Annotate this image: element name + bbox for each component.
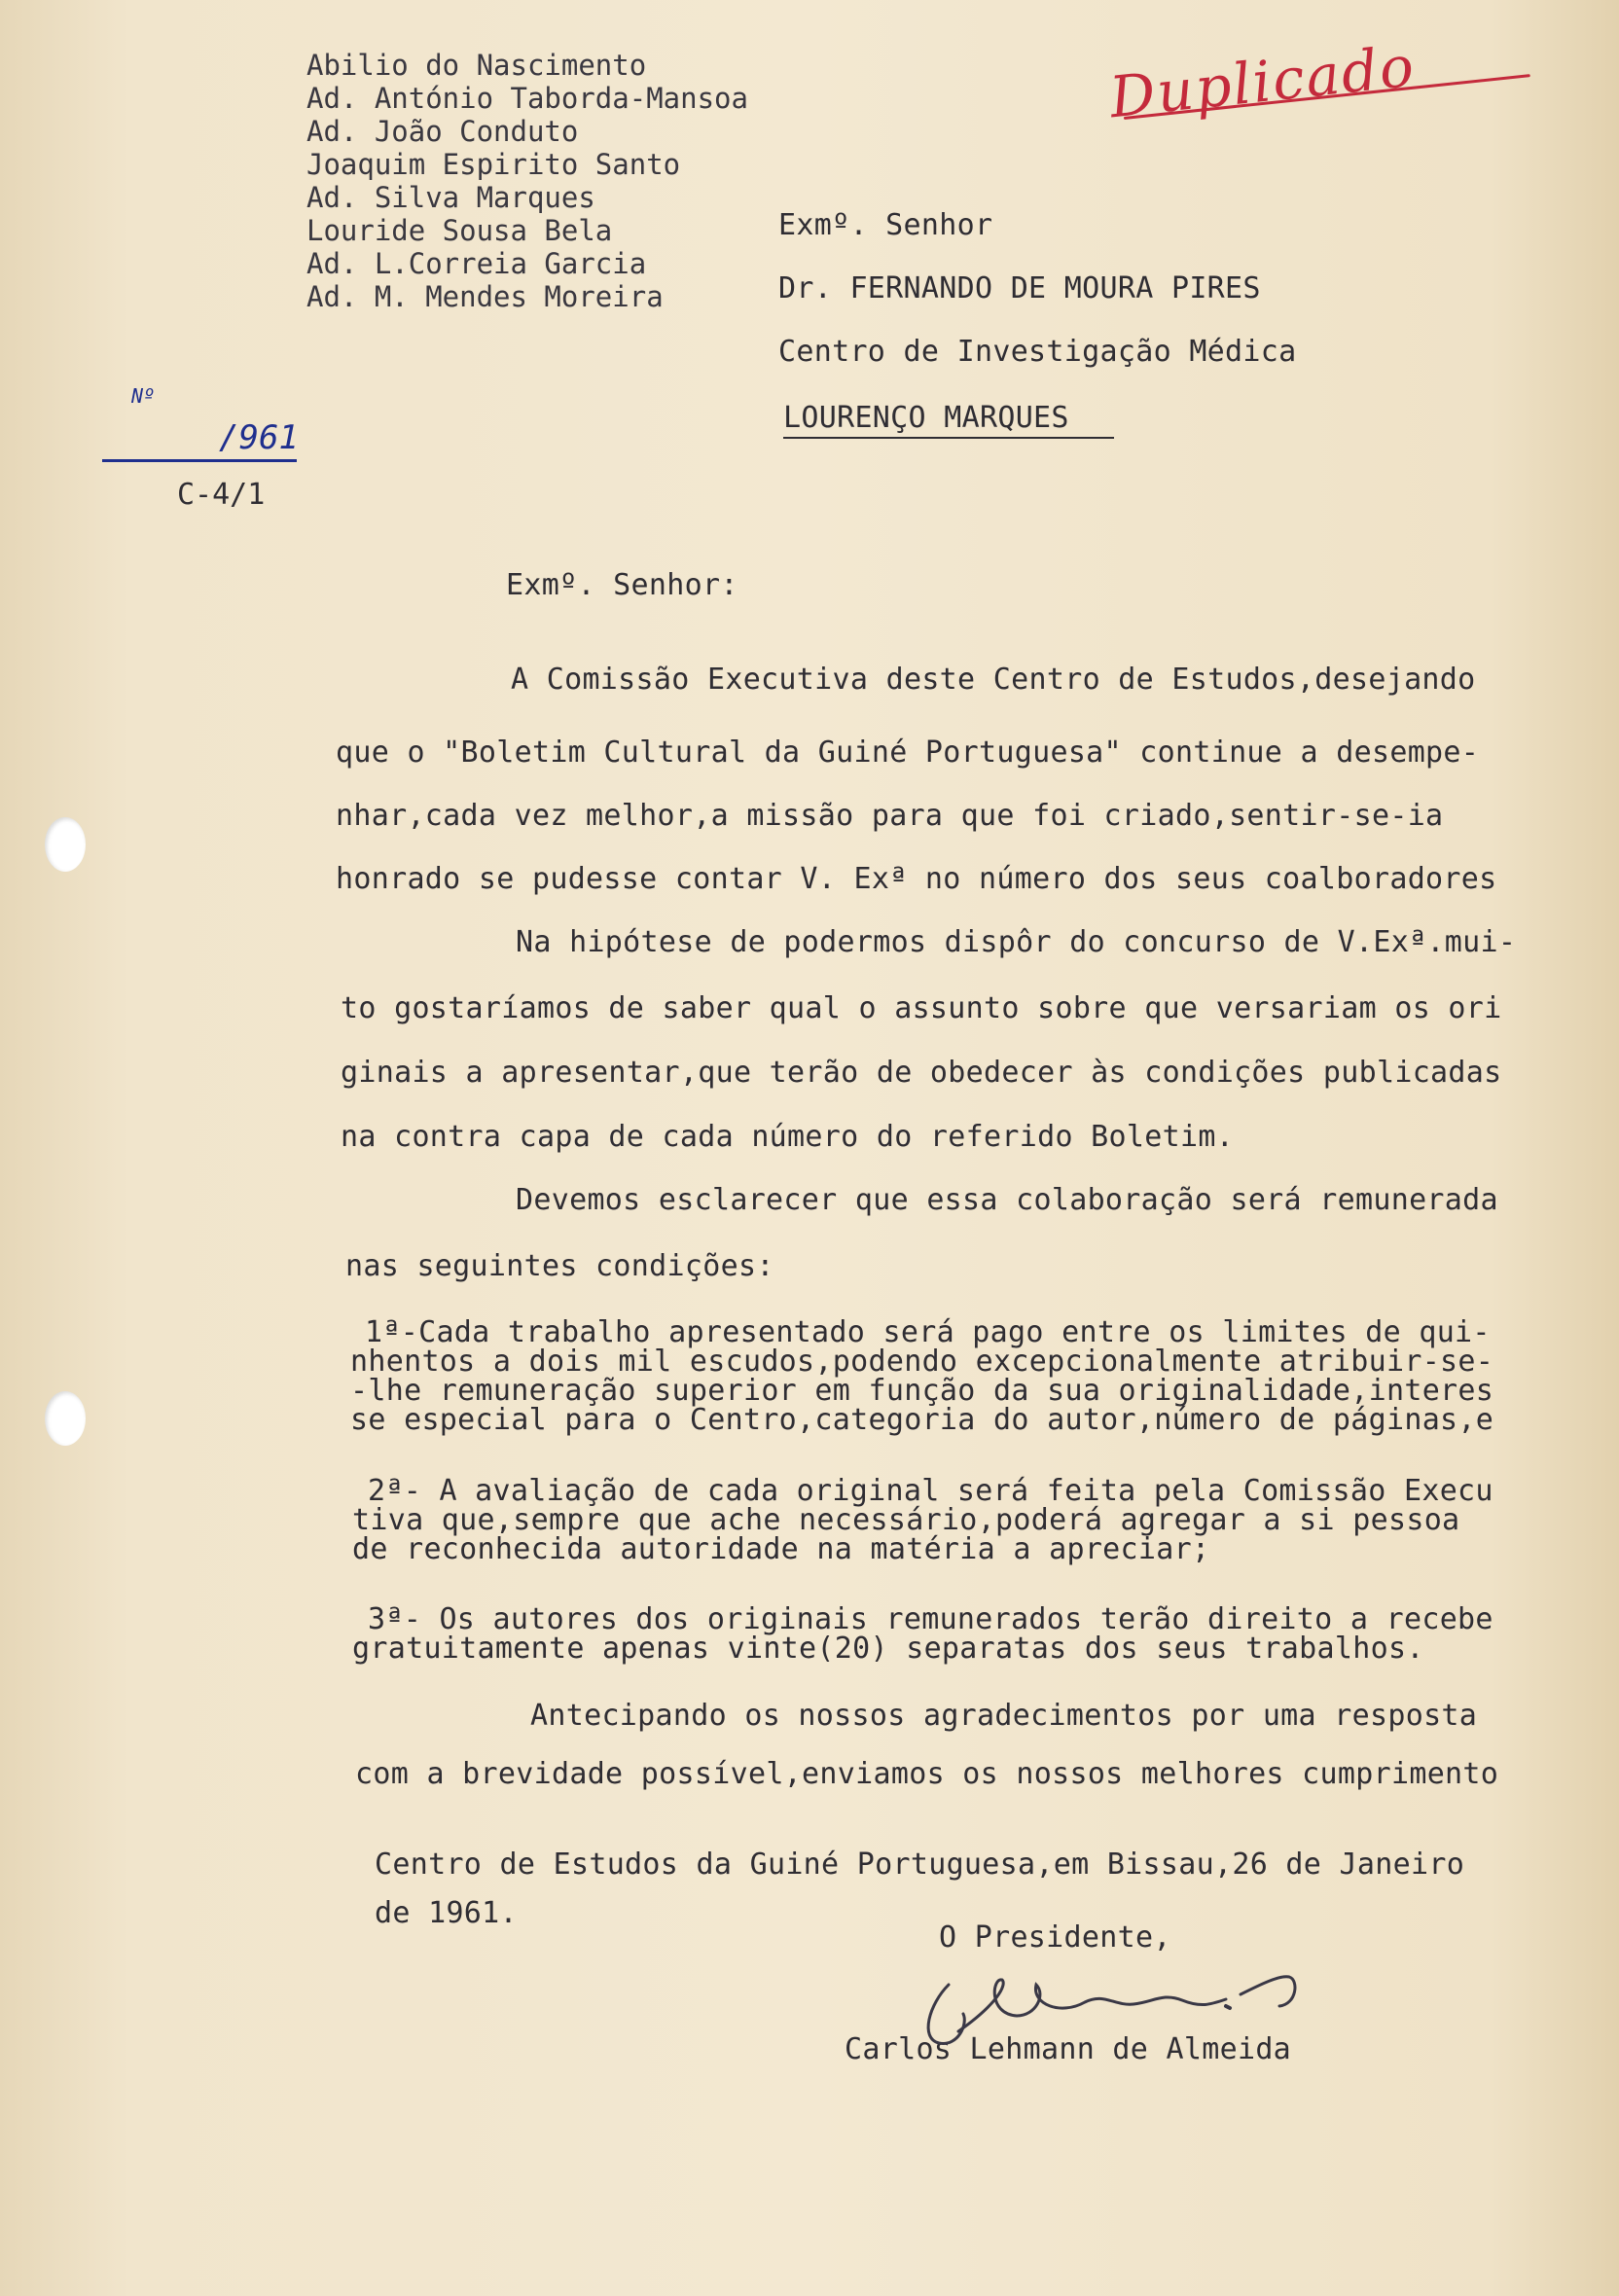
body-line: A Comissão Executiva deste Centro de Estudos,desejando xyxy=(511,663,1476,697)
punch-hole-top xyxy=(45,817,86,872)
body-line: Devemos esclarecer que essa colaboração será remunerada xyxy=(516,1183,1498,1217)
condition-line: gratuitamente apenas vinte(20) separatas dos seus trabalhos. xyxy=(352,1632,1424,1666)
reference-code: C-4/1 xyxy=(177,478,266,512)
reference-underline xyxy=(102,459,297,462)
handwritten-signature xyxy=(890,1946,1377,2063)
body-line: na contra capa de cada número do referido Boletim. xyxy=(341,1120,1235,1154)
header-name: Ad. António Taborda-Mansoa xyxy=(306,82,748,115)
punch-hole-bottom xyxy=(45,1391,86,1446)
condition-line: 3ª- Os autores dos originais remunerados terão direito a recebe xyxy=(368,1602,1493,1636)
header-name: Ad. João Conduto xyxy=(306,115,579,148)
closing-line: Antecipando os nossos agradecimentos por uma resposta xyxy=(530,1699,1478,1733)
condition-line: -lhe remuneração superior em função da sua originalidade,interes xyxy=(350,1374,1494,1408)
condition-line: 2ª- A avaliação de cada original será feita pela Comissão Execu xyxy=(368,1474,1493,1508)
addressee-name: Dr. FERNANDO DE MOURA PIRES xyxy=(778,271,1261,305)
header-name: Ad. M. Mendes Moreira xyxy=(306,280,664,313)
place-date-line: de 1961. xyxy=(375,1896,518,1930)
body-line: nhar,cada vez melhor,a missão para que foi criado,sentir-se-ia xyxy=(336,799,1444,833)
place-date-line: Centro de Estudos da Guiné Portuguesa,em Bissau,26 de Janeiro xyxy=(375,1848,1465,1882)
greeting: Exmº. Senhor: xyxy=(506,568,738,602)
header-name: Ad. Silva Marques xyxy=(306,181,595,214)
closing-line: com a brevidade possível,enviamos os nossos melhores cumprimento xyxy=(355,1757,1499,1791)
signature-title: O Presidente, xyxy=(939,1920,1171,1955)
body-line: que o "Boletim Cultural da Guiné Portuguesa" continue a desempe- xyxy=(336,735,1480,770)
header-name: Joaquim Espirito Santo xyxy=(306,148,681,181)
header-name: Louride Sousa Bela xyxy=(306,214,613,247)
condition-line: se especial para o Centro,categoria do autor,número de páginas,e xyxy=(350,1403,1494,1437)
body-line: Na hipótese de podermos dispôr do concurso de V.Exª.mui- xyxy=(516,925,1517,959)
duplicado-annotation: Duplicado xyxy=(1106,32,1419,131)
header-name: Ad. L.Correia Garcia xyxy=(306,247,647,280)
reference-year: /961 xyxy=(219,418,299,457)
body-line: honrado se pudesse contar V. Exª no número dos seus coalboradores xyxy=(336,862,1497,896)
reference-handwritten-mark: Nº xyxy=(131,384,156,408)
addressee-institution: Centro de Investigação Médica xyxy=(778,335,1297,369)
condition-line: tiva que,sempre que ache necessário,poderá agregar a si pessoa xyxy=(352,1503,1460,1537)
addressee-salutation: Exmº. Senhor xyxy=(778,208,993,242)
body-line: ginais a apresentar,que terão de obedecer às condições publicadas xyxy=(341,1056,1502,1090)
condition-line: nhentos a dois mil escudos,podendo excepcionalmente atribuir-se- xyxy=(350,1345,1494,1379)
body-line: to gostaríamos de saber qual o assunto sobre que versariam os ori xyxy=(341,991,1502,1025)
addressee-city: LOURENÇO MARQUES xyxy=(783,402,1114,439)
header-name: Abilio do Nascimento xyxy=(306,49,647,82)
body-line: nas seguintes condições: xyxy=(345,1249,774,1283)
condition-line: de reconhecida autoridade na matéria a apreciar; xyxy=(352,1532,1210,1566)
condition-line: 1ª-Cada trabalho apresentado será pago entre os limites de qui- xyxy=(365,1315,1491,1349)
signatory-name: Carlos Lehmann de Almeida xyxy=(845,2032,1292,2066)
